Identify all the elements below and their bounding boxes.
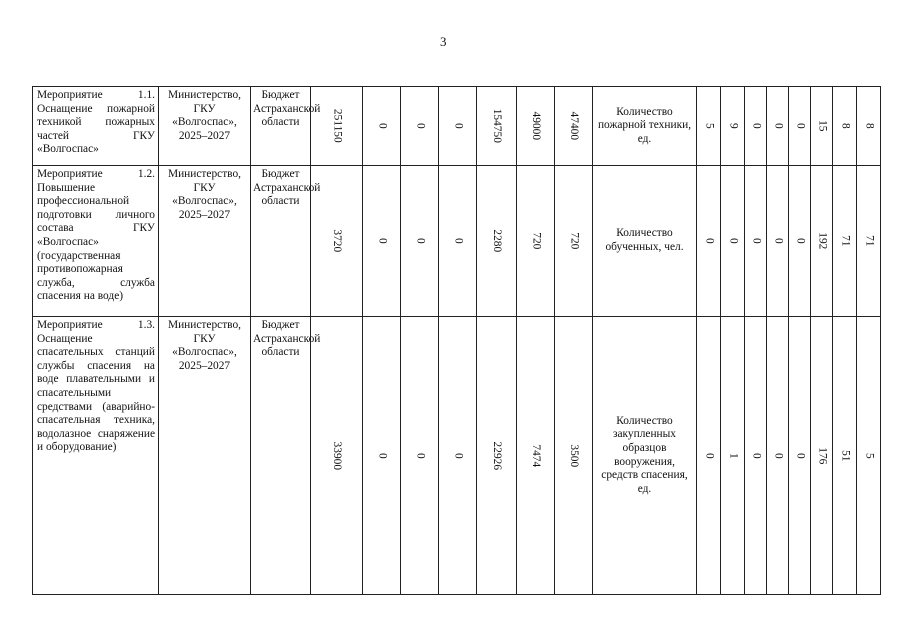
- indicator-value: 0: [772, 452, 785, 459]
- event-cell: Мероприятие 1.1. Оснащение пожарной техникой пожарных частей ГКУ «Волгоспас»: [33, 87, 159, 166]
- indicator-value-cell: [811, 87, 833, 166]
- indicator-value-cell: [697, 166, 721, 317]
- indicator-value-cell: [721, 317, 745, 595]
- funding-value: 0: [414, 238, 427, 244]
- indicator-value: 192: [816, 232, 829, 250]
- event-cell: Мероприятие 1.3. Оснащение спасательных станций службы спасения на воде плавательными и спасательными средствами (аварийно-спасательная техника, водолазное снаряжение и оборудование): [33, 317, 159, 595]
- indicator-value-cell: [857, 317, 881, 595]
- program-table: [32, 86, 881, 595]
- indicator-value: 0: [703, 238, 716, 244]
- indicator-value-cell: [857, 166, 881, 317]
- funding-cell: [401, 166, 439, 317]
- table-row: [33, 166, 881, 317]
- funding-value: 7474: [530, 444, 543, 467]
- funding-cell: [363, 166, 401, 317]
- indicator-value-cell: [857, 87, 881, 166]
- indicator-value: 0: [727, 238, 740, 244]
- indicator-name-cell: Количество обученных, чел.: [593, 166, 697, 317]
- funding-cell: [477, 317, 517, 595]
- indicator-value: 15: [816, 120, 829, 132]
- executor-cell: Министерство, ГКУ «Волгоспас», 2025–2027: [159, 166, 251, 317]
- funding-total-cell: [311, 317, 363, 595]
- indicator-value: 176: [816, 446, 829, 465]
- indicator-value: 1: [727, 452, 740, 459]
- indicator-value-cell: [833, 166, 857, 317]
- indicator-value-cell: [745, 87, 767, 166]
- funding-cell: [517, 166, 555, 317]
- indicator-value: 0: [750, 238, 763, 244]
- indicator-value: 0: [772, 123, 785, 129]
- funding-value: 2280: [491, 229, 504, 253]
- funding-cell: [439, 317, 477, 595]
- funding-cell: [517, 317, 555, 595]
- indicator-value: 0: [772, 238, 785, 244]
- funding-cell: [401, 87, 439, 166]
- funding-source-cell: Бюджет Астраханской области: [251, 166, 311, 317]
- funding-cell: [517, 87, 555, 166]
- funding-value: 154750: [491, 108, 504, 144]
- funding-value: 49000: [530, 111, 543, 141]
- indicator-value-cell: [697, 87, 721, 166]
- indicator-value-cell: [721, 87, 745, 166]
- indicator-value-cell: [767, 87, 789, 166]
- funding-source-cell: Бюджет Астраханской области: [251, 317, 311, 595]
- funding-value: 0: [376, 238, 389, 244]
- funding-value: 0: [452, 238, 465, 244]
- indicator-value: 8: [863, 123, 876, 129]
- funding-value: 47400: [568, 111, 581, 141]
- indicator-value: 9: [727, 123, 740, 129]
- funding-value: 3500: [568, 444, 581, 467]
- indicator-name-cell: Количество закупленных образцов вооружения, средств спасения, ед.: [593, 317, 697, 595]
- indicator-value-cell: [833, 317, 857, 595]
- indicator-value-cell: [833, 87, 857, 166]
- event-cell: Мероприятие 1.2. Повышение профессиональной подготовки личного состава ГКУ «Волгоспас» (государственная противопожарная служба, служба спасения на воде): [33, 166, 159, 317]
- funding-cell: [363, 317, 401, 595]
- funding-value: 0: [452, 452, 465, 459]
- indicator-value: 71: [863, 235, 876, 247]
- funding-value: 251150: [331, 109, 344, 143]
- indicator-value: 0: [750, 123, 763, 129]
- funding-total-cell: [311, 87, 363, 166]
- indicator-value-cell: [721, 166, 745, 317]
- indicator-value-cell: [789, 87, 811, 166]
- indicator-value-cell: [767, 317, 789, 595]
- page-number: 3: [440, 34, 447, 49]
- funding-cell: [477, 166, 517, 317]
- funding-value: 0: [452, 123, 465, 129]
- indicator-value: 0: [794, 452, 807, 459]
- funding-value: 0: [414, 452, 427, 459]
- funding-value: 0: [376, 452, 389, 459]
- indicator-value: 0: [703, 452, 716, 459]
- funding-cell: [555, 317, 593, 595]
- funding-value: 720: [530, 232, 543, 250]
- indicator-value-cell: [789, 317, 811, 595]
- indicator-value: 5: [703, 123, 716, 129]
- funding-cell: [477, 87, 517, 166]
- funding-value: 720: [568, 232, 581, 250]
- funding-source-cell: Бюджет Астраханской области: [251, 87, 311, 166]
- indicator-value: 51: [839, 449, 852, 462]
- table-row: [33, 317, 881, 595]
- funding-value: 33900: [331, 441, 344, 470]
- table-row: [33, 87, 881, 166]
- indicator-value-cell: [811, 166, 833, 317]
- funding-cell: [363, 87, 401, 166]
- funding-value: 22926: [491, 441, 504, 470]
- indicator-value-cell: [745, 317, 767, 595]
- indicator-name-cell: Количество пожарной техники, ед.: [593, 87, 697, 166]
- indicator-value: 8: [839, 123, 852, 129]
- funding-value: 0: [414, 123, 427, 129]
- executor-cell: Министерство, ГКУ «Волгоспас», 2025–2027: [159, 317, 251, 595]
- indicator-value-cell: [767, 166, 789, 317]
- indicator-value-cell: [697, 317, 721, 595]
- funding-cell: [401, 317, 439, 595]
- indicator-value: 0: [794, 238, 807, 244]
- funding-value: 0: [376, 123, 389, 129]
- indicator-value-cell: [811, 317, 833, 595]
- indicator-value-cell: [745, 166, 767, 317]
- indicator-value: 5: [863, 452, 876, 459]
- indicator-value: 0: [750, 452, 763, 459]
- funding-cell: [555, 166, 593, 317]
- funding-cell: [555, 87, 593, 166]
- funding-value: 3720: [331, 229, 344, 253]
- executor-cell: Министерство, ГКУ «Волгоспас», 2025–2027: [159, 87, 251, 166]
- funding-cell: [439, 166, 477, 317]
- indicator-value: 71: [839, 235, 852, 247]
- indicator-value-cell: [789, 166, 811, 317]
- indicator-value: 0: [794, 123, 807, 129]
- funding-cell: [439, 87, 477, 166]
